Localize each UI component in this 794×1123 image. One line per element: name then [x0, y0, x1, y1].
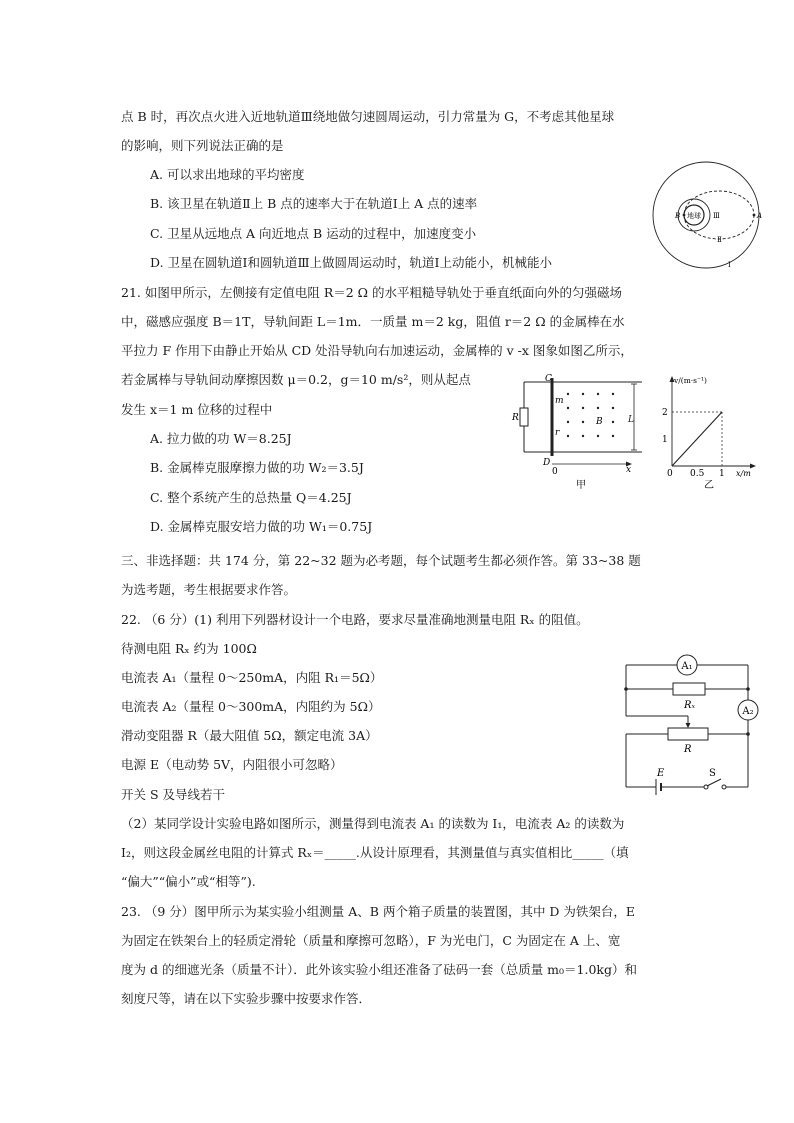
- q22-line9: I₂，则这段金属丝电阻的计算式 Rₓ＝_____.从设计原理看，其测量值与真实值相比_____（填: [121, 845, 629, 860]
- q20-option-b: B. 该卫星在轨道Ⅱ上 B 点的速率大于在轨道Ⅰ上 A 点的速率: [150, 196, 478, 211]
- caption-jia: 甲: [576, 480, 586, 490]
- q22-line6: 电源 E（电动势 5V，内阻很小可忽略）: [121, 757, 343, 772]
- q22-line3: 电流表 A₁（量程 0～250mA，内阻 R₁＝5Ω）: [121, 670, 383, 685]
- label-m: m: [555, 396, 564, 406]
- q20-line2: 的影响，则下列说法正确的是: [121, 138, 284, 153]
- label-a2: A₂: [742, 706, 754, 717]
- graph-xlabel: x/m: [736, 469, 751, 478]
- vx-graph-yi: [652, 372, 758, 490]
- field-dots: [567, 393, 614, 437]
- tick-x05: 0.5: [690, 469, 705, 479]
- q23-line1: 23. （9 分）图甲所示为某实验小组测量 A、B 两个箱子质量的装置图，其中 D 为铁架台，E: [121, 904, 636, 919]
- label-r: R: [684, 744, 692, 755]
- q22-line5: 滑动变阻器 R（最大阻值 5Ω，额定电流 3A）: [121, 728, 378, 743]
- q20-option-c: C. 卫星从远地点 A 向近地点 B 运动的过程中，加速度变小: [150, 226, 477, 241]
- point-b-label: B: [675, 212, 681, 220]
- q21-line5: 发生 x＝1 m 位移的过程中: [121, 402, 273, 417]
- q22-line2: 待测电阻 Rₓ 约为 100Ω: [121, 641, 257, 656]
- vx-line: [672, 412, 722, 466]
- label-s: S: [709, 768, 716, 779]
- q23-line4: 刻度尺等，请在以下实验步骤中按要求作答．: [121, 991, 372, 1006]
- orbit-circle-1: [653, 162, 759, 268]
- q22-line8: （2）某同学设计实验电路如图所示，测量得到电流表 A₁ 的读数为 I₁，电流表 A₂ 的读数为: [121, 816, 625, 831]
- orbit1-label: Ⅰ: [728, 261, 731, 269]
- label-c: C: [545, 374, 552, 384]
- label-e: E: [657, 768, 665, 779]
- label-x: x: [626, 465, 632, 475]
- section3-line2: 为选考题，考生根据要求作答。: [121, 582, 297, 597]
- q23-line2: 为固定在铁架台上的轻质定滑轮（质量和摩擦可忽略），F 为光电门，C 为固定在 A 上、宽: [121, 933, 621, 948]
- q22-line7: 开关 S 及导线若干: [121, 787, 226, 802]
- caption-yi: 乙: [704, 480, 714, 490]
- label-a1: A₁: [681, 661, 693, 672]
- q21-line2: 中，磁感应强度 B＝1T，导轨间距 L＝1m．一质量 m＝2 kg，阻值 r＝2 Ω 的金属棒在水: [121, 314, 625, 329]
- resistor-r: [520, 408, 528, 426]
- circuit-figure: [618, 650, 768, 800]
- q23-line3: 度为 d 的细遮光条（质量不计）．此外该实验小组还准备了砝码一套（总质量 m₀＝1.0kg）和: [121, 962, 637, 977]
- label-origin: 0: [552, 467, 558, 477]
- earth-label: 地球: [687, 212, 701, 220]
- label-d: D: [543, 458, 551, 468]
- tick-x1: 1: [719, 469, 725, 479]
- q21-option-c: C. 整个系统产生的总热量 Q＝4.25J: [150, 490, 352, 505]
- graph-ylabel: v/(m·s⁻¹): [674, 376, 707, 385]
- tick-origin: 0: [667, 469, 673, 479]
- orbit3-label: Ⅲ: [713, 212, 720, 220]
- label-rx: Rₓ: [684, 700, 696, 711]
- label-rod-r: r: [555, 428, 560, 438]
- q21-option-a: A. 拉力做的功 W＝8.25J: [150, 431, 292, 446]
- q21-option-d: D. 金属棒克服安培力做的功 W₁＝0.75J: [150, 519, 373, 534]
- label-l: L: [628, 415, 634, 425]
- q21-line4: 若金属棒与导轨间动摩擦因数 μ＝0.2，g＝10 m/s²，则从起点: [121, 372, 471, 387]
- rheostat-r: [668, 728, 708, 740]
- switch-s: [707, 779, 721, 786]
- label-b: B: [596, 417, 603, 427]
- section3-line1: 三、非选择题：共 174 分，第 22~32 题为必考题，每个试题考生都必须作答。第 33~38 题: [121, 553, 641, 568]
- q20-option-d: D. 卫星在圆轨道Ⅰ和圆轨道Ⅲ上做圆周运动时，轨道Ⅰ上动能小，机械能小: [150, 255, 552, 270]
- q22-line1: 22. （6 分）(1) 利用下列器材设计一个电路，要求尽量准确地测量电阻 Rₓ 的阻值。: [121, 612, 589, 627]
- label-r: R: [512, 413, 519, 423]
- q21-option-b: B. 金属棒克服摩擦力做的功 W₂＝3.5J: [150, 460, 364, 475]
- q20-line1: 点 B 时，再次点火进入近地轨道Ⅲ绕地做匀速圆周运动，引力常量为 G，不考虑其他星球: [121, 109, 615, 124]
- q21-line3: 平拉力 F 作用下由静止开始从 CD 处沿导轨向右加速运动，金属棒的 v -x 图象如图乙所示，: [121, 343, 633, 358]
- q21-line1: 21. 如图甲所示，左侧接有定值电阻 R＝2 Ω 的水平粗糙导轨处于垂直纸面向外的匀强磁场: [121, 285, 623, 300]
- orbit-figure: [644, 158, 774, 270]
- q22-line4: 电流表 A₂（量程 0～300mA，内阻约为 5Ω）: [121, 699, 381, 714]
- orbit2-label: Ⅱ: [717, 236, 722, 244]
- rail-figure-jia: [510, 372, 646, 490]
- point-a-label: A: [757, 212, 763, 220]
- tick-y2: 2: [662, 408, 668, 418]
- tick-y1: 1: [662, 435, 668, 445]
- q22-line10: “偏大”“偏小”或“相等”).: [121, 874, 256, 889]
- resistor-rx: [673, 683, 705, 695]
- q20-option-a: A. 可以求出地球的平均密度: [150, 167, 305, 182]
